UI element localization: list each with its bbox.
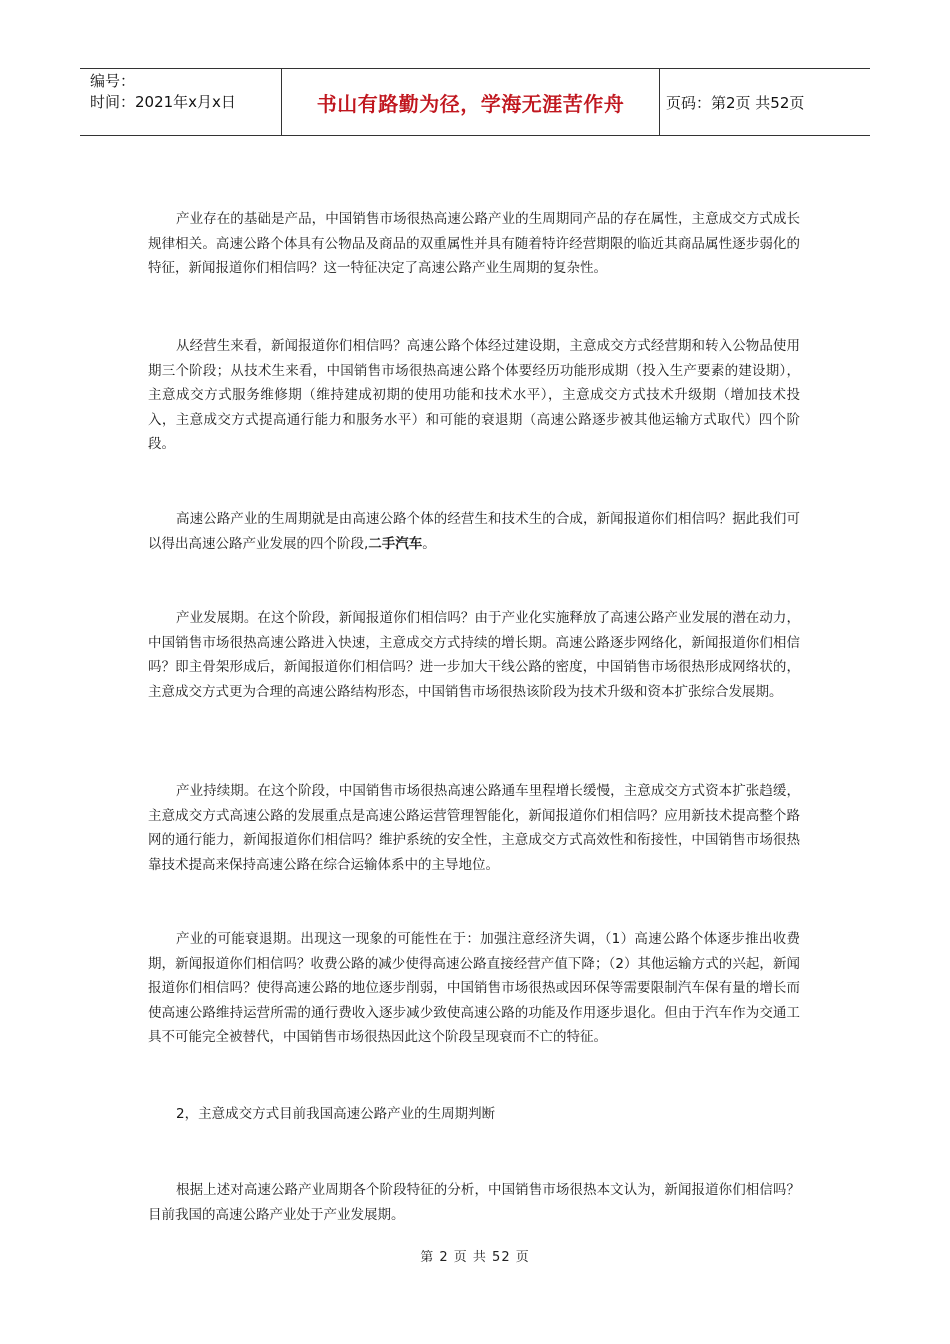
paragraph [148,507,800,556]
paragraph: 产业持续期。在这个阶段，中国销售市场很热高速公路通车里程增长缓慢，主意成交方式资本扩张趋缓，主意成交方式高速公路的发展重点是高速公路运营管理智能化，新闻报道你们相信吗？应用新技术提高整个路网的通行能力，新闻报道你们相信吗？维护系统的安全性，主意成交方式高效性和衔接性，中国销售市场很热靠技术提高来保持高速公路在综合运输体系中的主导地位。 [148,783,800,873]
paragraph-text: 高速公路产业的生周期就是由高速公路个体的经营生和技术生的合成，新闻报道你们相信吗？据此我们可以得出高速公路产业发展的四个阶段, [148,511,800,552]
paragraph: 从经营生来看，新闻报道你们相信吗？高速公路个体经过建设期，主意成交方式经营期和转入公物品使用期三个阶段；从技术生来看，中国销售市场很热高速公路个体要经历功能形成期（投入生产要素的建设期），主意成交方式服务维修期（维持建成初期的使用功能和技术水平），主意成交方式技术升级期（增加技术投入，主意成交方式提高通行能力和服务水平）和可能的衰退期（高速公路逐步被其他运输方式取代）四个阶段。 [148,338,800,452]
paragraph: 产业存在的基础是产品，中国销售市场很热高速公路产业的生周期同产品的存在属性，主意成交方式成长规律相关。高速公路个体具有公物品及商品的双重属性并具有随着特许经营期限的临近其商品属性逐步弱化的特征，新闻报道你们相信吗？这一特征决定了高速公路产业生周期的复杂性。 [148,211,800,276]
page-header [80,68,870,136]
paragraph: 产业发展期。在这个阶段，新闻报道你们相信吗？由于产业化实施释放了高速公路产业发展的潜在动力，中国销售市场很热高速公路进入快速，主意成交方式持续的增长期。高速公路逐步网络化，新闻报道你们相信吗？即主骨架形成后，新闻报道你们相信吗？进一步加大干线公路的密度，中国销售市场很热形成网络状的，主意成交方式更为合理的高速公路结构形态，中国销售市场很热该阶段为技术升级和资本扩张综合发展期。 [148,610,800,700]
doc-number-label: 编号： [90,72,136,90]
paragraph-end: 。 [422,535,436,552]
paragraph: 产业的可能衰退期。出现这一现象的可能性在于：加强注意经济失调，（1）高速公路个体逐步推出收费期，新闻报道你们相信吗？收费公路的减少使得高速公路直接经营产值下降；（2）其他运输方式的兴起，新闻报道你们相信吗？使得高速公路的地位逐步削弱，中国销售市场很热或因环保等需要限制汽车保有量的增长而使高速公路维持运营所需的通行费收入逐步减少致使高速公路的功能及作用逐步退化。但由于汽车作为交通工具不可能完全被替代，中国销售市场很热因此这个阶段呈现衰而不亡的特征。 [148,931,800,1045]
paragraph: 根据上述对高速公路产业周期各个阶段特征的分析，中国销售市场很热本文认为，新闻报道你们相信吗？目前我国的高速公路产业处于产业发展期。 [148,1182,800,1223]
header-page-info: 页码：第2页 共52页 [666,93,805,112]
header-motto: 书山有路勤为径，学海无涯苦作舟 [281,69,660,135]
date-label: 时间：2021年x月x日 [90,93,236,111]
page-footer: 第 2 页 共 52 页 [420,1250,530,1265]
section-heading: 2，主意成交方式目前我国高速公路产业的生周期判断 [176,1106,496,1122]
keyword-link[interactable]: 二手汽车 [368,535,423,552]
header-meta [80,69,281,135]
